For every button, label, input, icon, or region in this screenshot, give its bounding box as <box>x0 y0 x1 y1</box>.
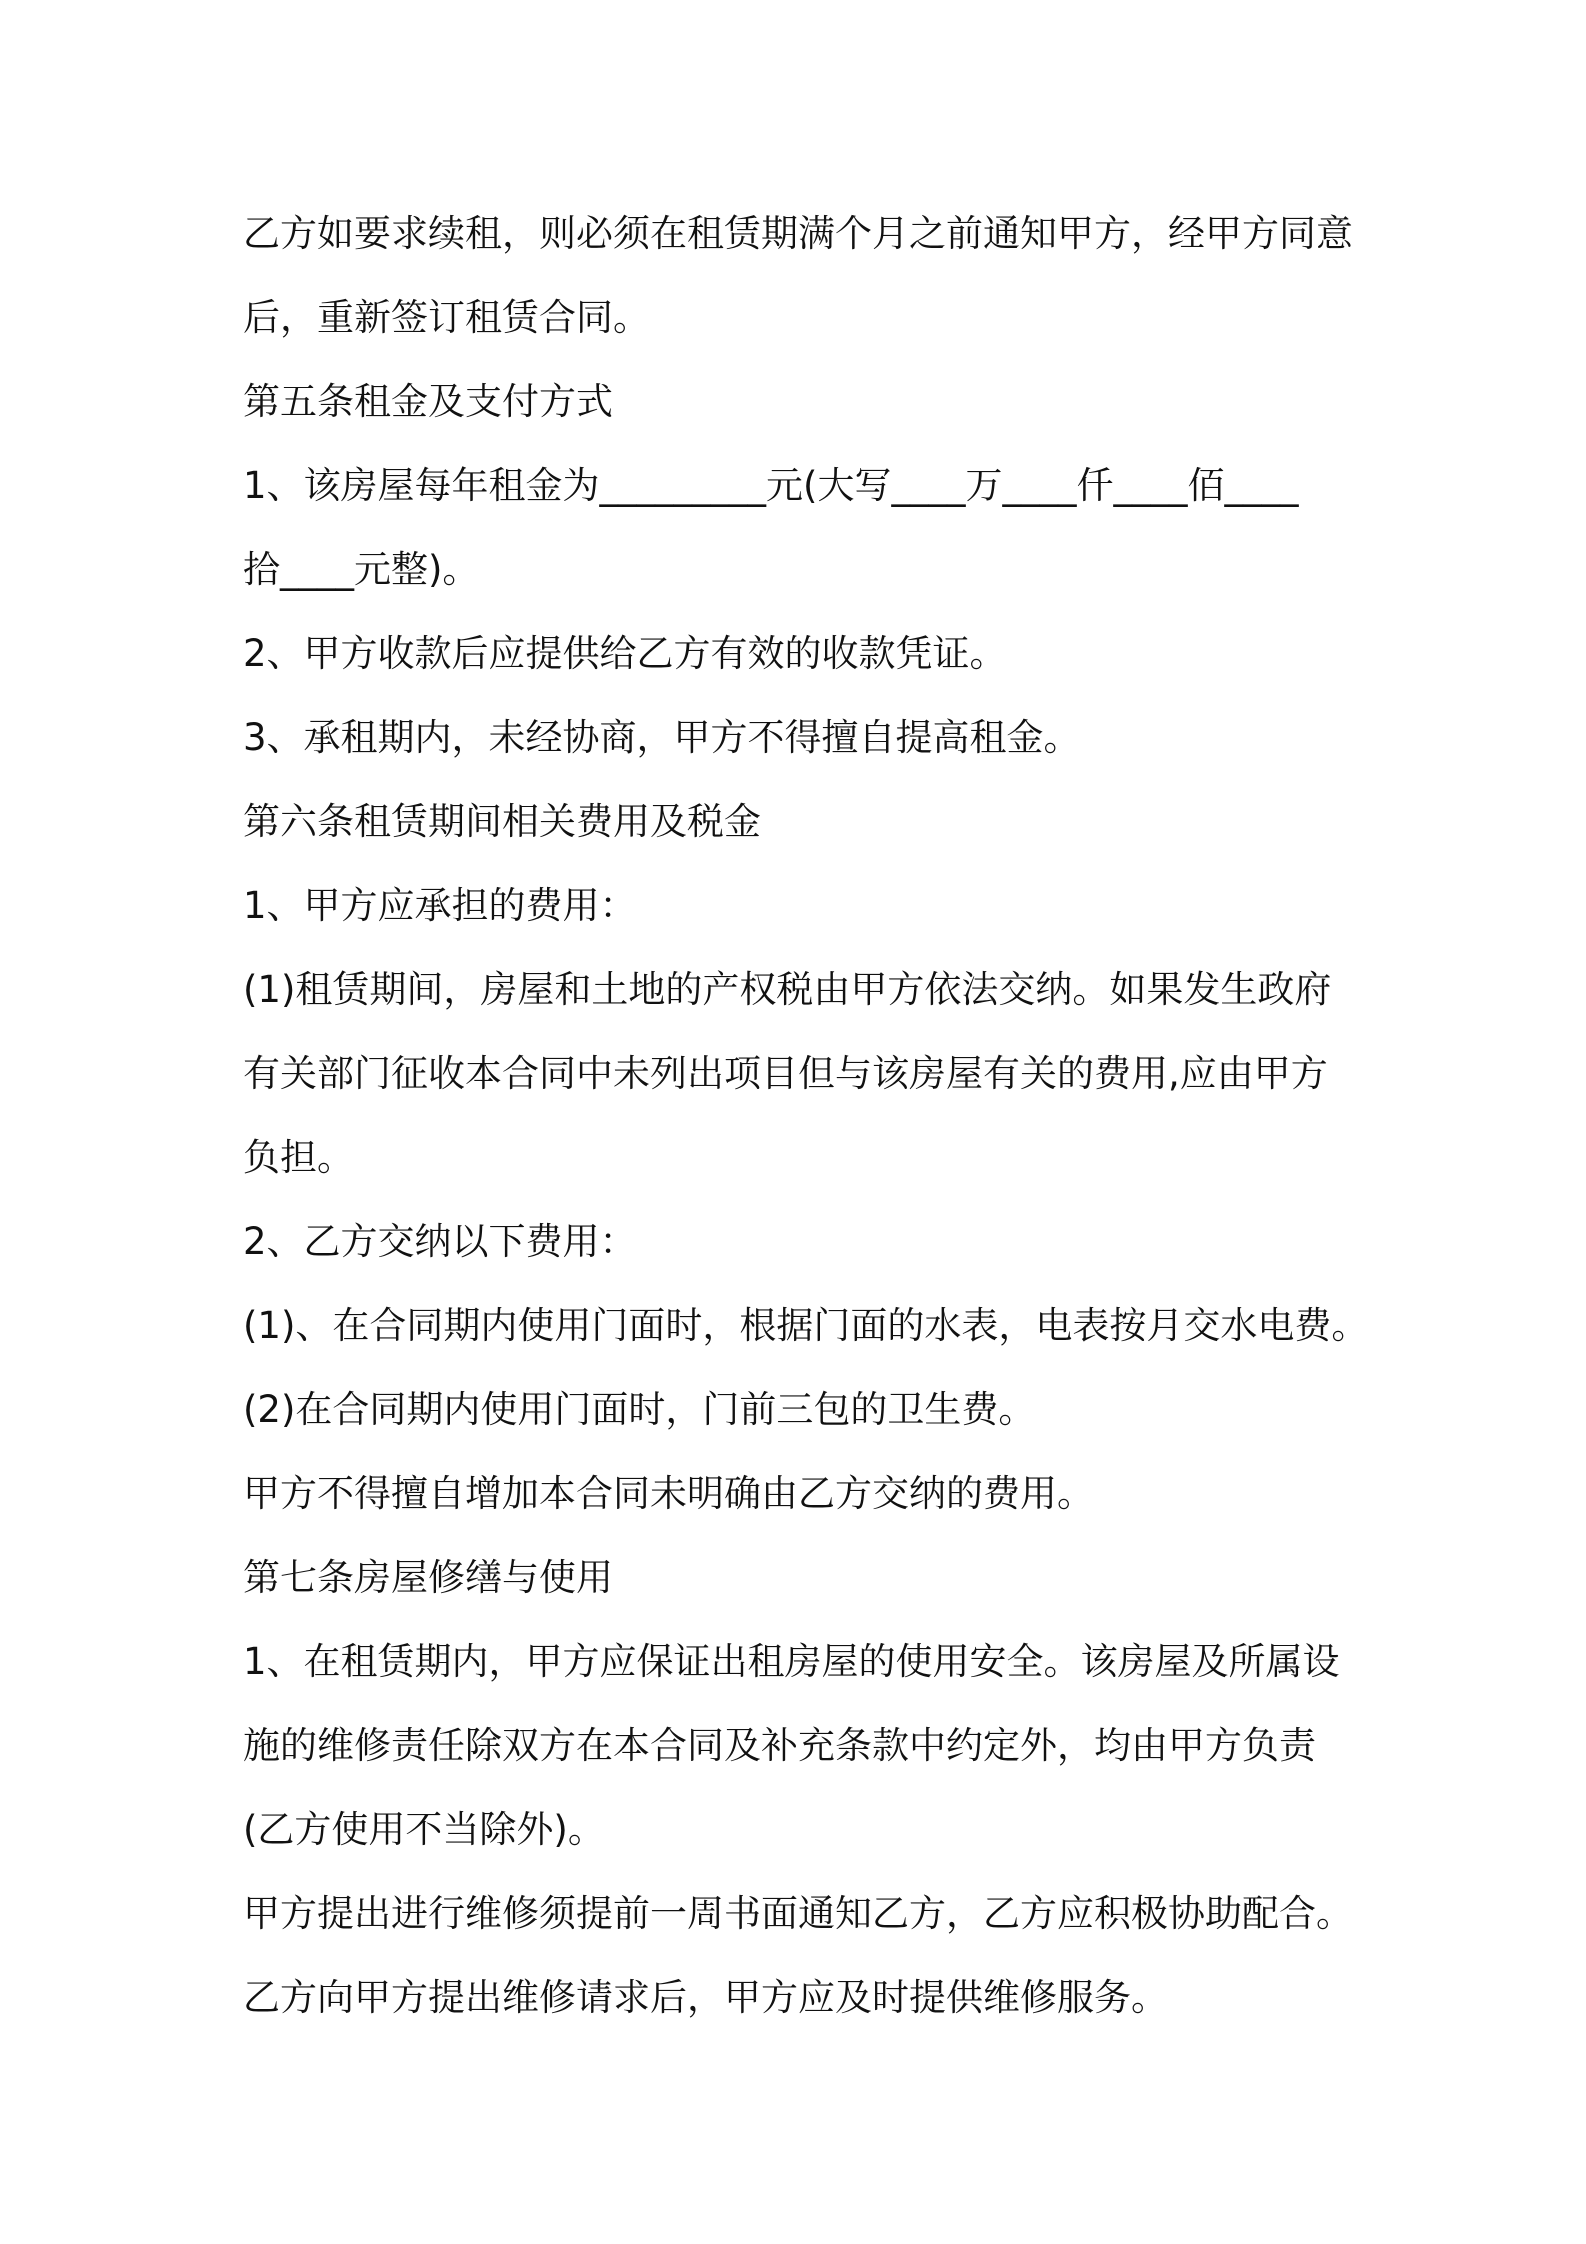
text-line: (2)在合同期内使用门面时，门前三包的卫生费。 <box>243 1388 1036 1431</box>
section-heading: 第五条租金及支付方式 <box>243 380 613 423</box>
text-line: 2、乙方交纳以下费用： <box>243 1220 637 1263</box>
document-body <box>243 192 1369 2040</box>
section-heading: 第六条租赁期间相关费用及税金 <box>243 800 761 843</box>
text-line: (乙方使用不当除外)。 <box>243 1808 605 1851</box>
text-line: 有关部门征收本合同中未列出项目但与该房屋有关的费用,应由甲方 <box>243 1052 1328 1095</box>
text-line: 甲方提出进行维修须提前一周书面通知乙方，乙方应积极协助配合。 <box>243 1892 1353 1935</box>
text-line: 3、承租期内，未经协商，甲方不得擅自提高租金。 <box>243 716 1081 759</box>
text-line: 1、该房屋每年租金为_________元(大写____万____仟____佰____ <box>243 464 1299 507</box>
text-line: (1)、在合同期内使用门面时，根据门面的水表，电表按月交水电费。 <box>243 1304 1369 1347</box>
text-line: 2、甲方收款后应提供给乙方有效的收款凭证。 <box>243 632 1007 675</box>
text-line: 乙方向甲方提出维修请求后，甲方应及时提供维修服务。 <box>243 1976 1168 2019</box>
text-line: 乙方如要求续租，则必须在租赁期满个月之前通知甲方，经甲方同意 <box>243 212 1353 255</box>
text-line: 施的维修责任除双方在本合同及补充条款中约定外，均由甲方负责 <box>243 1724 1316 1767</box>
text-line: 后，重新签订租赁合同。 <box>243 296 650 339</box>
text-line: 甲方不得擅自增加本合同未明确由乙方交纳的费用。 <box>243 1472 1094 1515</box>
text-line: 1、甲方应承担的费用： <box>243 884 637 927</box>
text-line: 1、在租赁期内，甲方应保证出租房屋的使用安全。该房屋及所属设 <box>243 1640 1340 1683</box>
text-line: 负担。 <box>243 1136 354 1179</box>
text-line: (1)租赁期间，房屋和土地的产权税由甲方依法交纳。如果发生政府 <box>243 968 1332 1011</box>
section-heading: 第七条房屋修缮与使用 <box>243 1556 613 1599</box>
text-line: 拾____元整)。 <box>243 548 480 591</box>
